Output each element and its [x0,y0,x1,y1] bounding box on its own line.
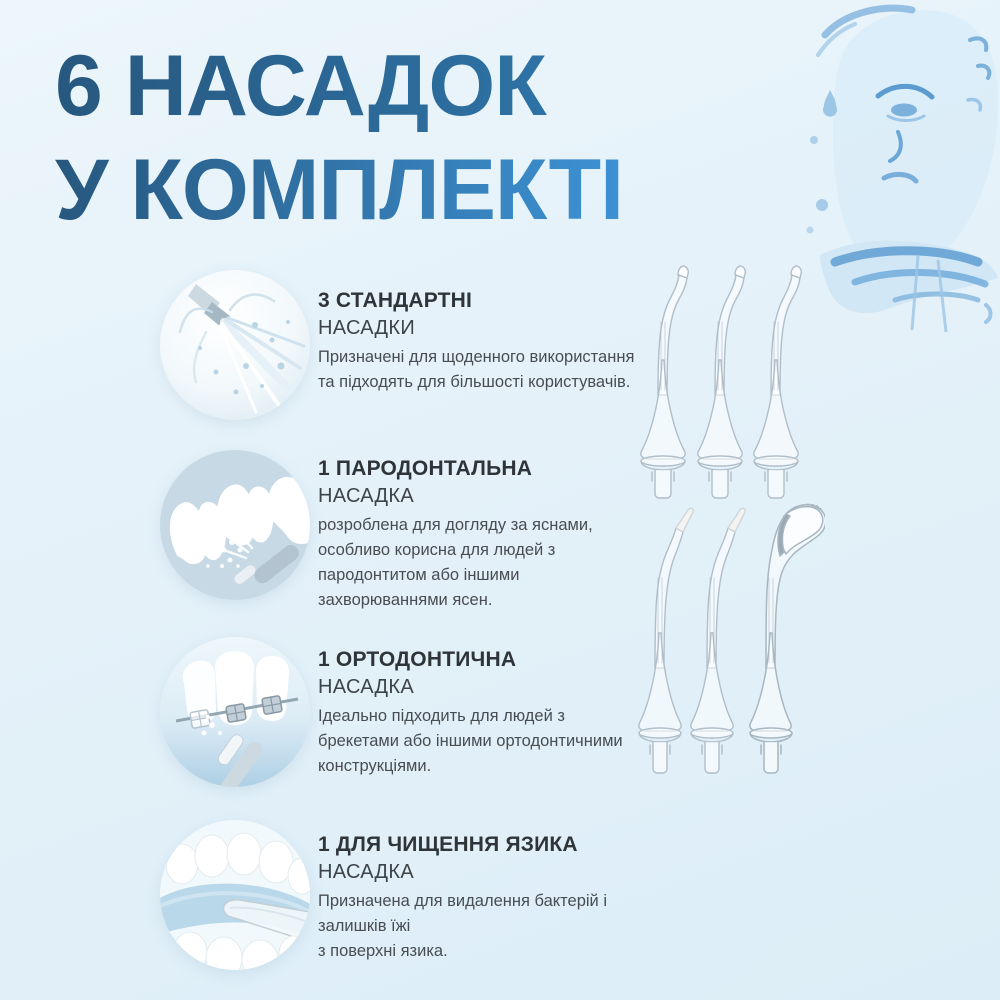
braces-cleaning-photo [160,637,310,787]
water-jet-spray-photo [160,270,310,420]
section-subtitle: НАСАДКА [318,676,414,698]
section-count-title: 1 ПАРОДОНТАЛЬНА [318,457,533,480]
tongue-cleaning-photo [160,820,310,970]
page-title [55,34,623,242]
section-count-title: 3 СТАНДАРТНІ [318,289,473,312]
section-description: Ідеально підходить для людей з брекетами або іншими ортодонтичними конструкціями. [318,707,623,775]
title-line-1: 6 НАСАДОК [55,34,623,138]
section-count-title: 1 ОРТОДОНТИЧНА [318,648,517,671]
teeth-water-spray-photo [160,450,310,600]
section-description: розроблена для догляду за яснами, особливо корисна для людей з пародонтитом або іншими захворюваннями ясен. [318,516,593,609]
standard-nozzles-photo [633,260,803,500]
title-line-2: У КОМПЛЕКТІ [55,138,623,242]
section-subtitle: НАСАДКА [318,861,414,883]
section-description: Призначена для видалення бактерій і залишків їжі з поверхні язика. [318,892,608,960]
special-nozzles-photo [630,498,825,776]
section-count-title: 1 ДЛЯ ЧИЩЕННЯ ЯЗИКА [318,833,578,856]
section-tongue-text [318,832,700,964]
water-splash-face-art [800,0,1000,345]
section-subtitle: НАСАДКИ [318,317,416,339]
section-subtitle: НАСАДКА [318,485,414,507]
section-description: Призначені для щоденного використання та підходять для більшості користувачів. [318,348,635,391]
